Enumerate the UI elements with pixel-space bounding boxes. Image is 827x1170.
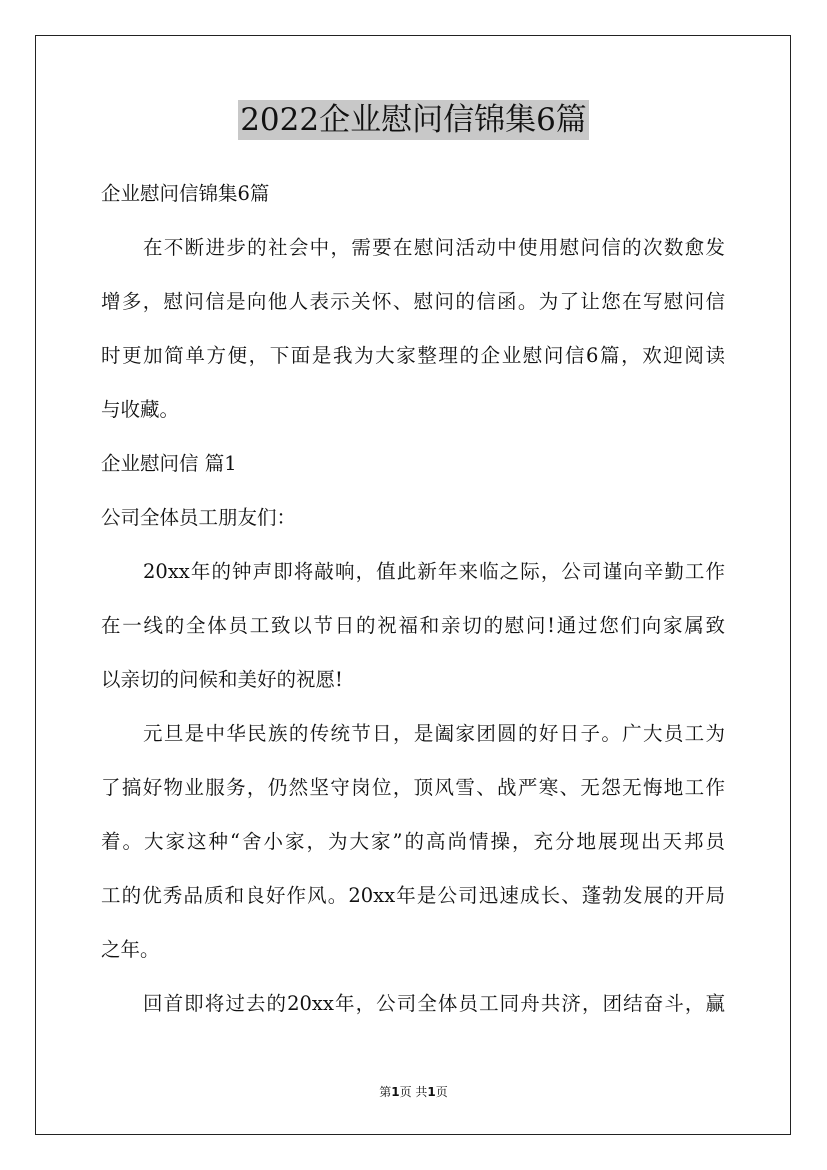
paragraph-line: 在不断进步的社会中，需要在慰问活动中使用慰问信的次数愈发 — [143, 236, 725, 259]
paragraph-line: 以亲切的问候和美好的祝愿! — [101, 668, 343, 691]
paragraph-line: 20xx年的钟声即将敲响，值此新年来临之际，公司谨向辛勤工作 — [143, 560, 725, 583]
paragraph-line: 工的优秀品质和良好作风。20xx年是公司迅速成长、蓬勃发展的开局 — [101, 884, 725, 907]
paragraph-line: 时更加简单方便，下面是我为大家整理的企业慰问信6篇，欢迎阅读 — [101, 344, 725, 367]
paragraph-line: 之年。 — [101, 938, 160, 961]
page-footer — [0, 1084, 827, 1100]
subtitle-line: 企业慰问信锦集6篇 — [101, 182, 270, 205]
footer-page-mid: 页 共 — [399, 1085, 428, 1099]
footer-page-current: 1 — [391, 1085, 400, 1099]
document-title: 2022企业慰问信锦集6篇 — [240, 102, 587, 138]
salutation-line: 公司全体员工朋友们： — [101, 506, 297, 529]
paragraph-line: 元旦是中华民族的传统节日，是阖家团圆的好日子。广大员工为 — [143, 722, 725, 745]
paragraph-line: 与收藏。 — [101, 398, 180, 421]
footer-page-total: 1 — [427, 1085, 436, 1099]
paragraph-line: 在一线的全体员工致以节日的祝福和亲切的慰问!通过您们向家属致 — [101, 614, 725, 637]
section-heading: 企业慰问信 篇1 — [101, 452, 237, 475]
footer-page-suffix: 页 — [435, 1085, 448, 1099]
footer-page-prefix: 第 — [379, 1085, 392, 1099]
paragraph-line: 增多，慰问信是向他人表示关怀、慰问的信函。为了让您在写慰问信 — [101, 290, 725, 313]
paragraph-line: 着。大家这种“舍小家，为大家”的高尚情操，充分地展现出天邦员 — [101, 830, 725, 853]
title-container — [0, 100, 827, 140]
paragraph-line: 了搞好物业服务，仍然坚守岗位，顶风雪、战严寒、无怨无悔地工作 — [101, 776, 725, 799]
paragraph-line: 回首即将过去的20xx年，公司全体员工同舟共济，团结奋斗，赢 — [143, 992, 725, 1015]
